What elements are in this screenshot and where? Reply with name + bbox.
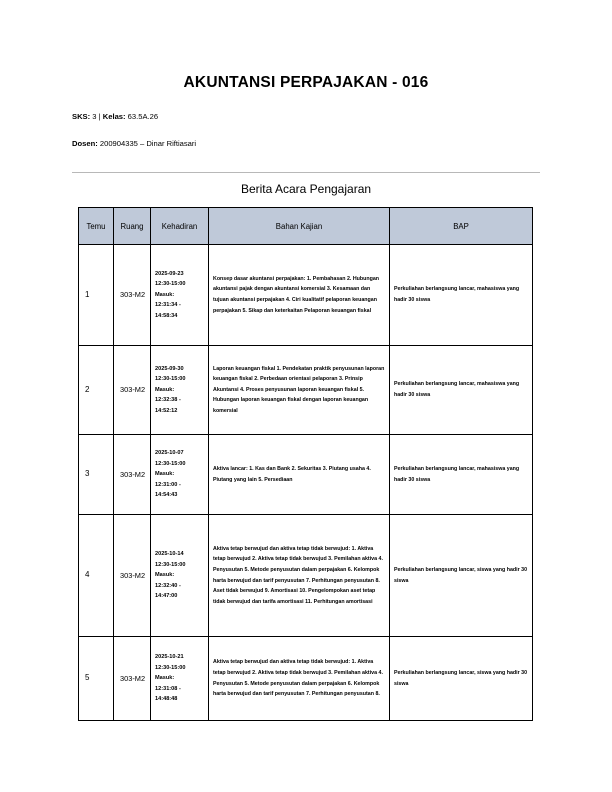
- bap-cell: Perkuliahan berlangsung lancar, mahasiswa yang hadir 30 siswa: [390, 346, 533, 435]
- sks-value: 3: [92, 112, 97, 121]
- kehadiran-cell: [151, 346, 209, 435]
- session-time: 12:30-15:00: [155, 376, 186, 383]
- table-header-row: [79, 208, 533, 245]
- header-temu: Temu: [79, 208, 114, 245]
- header-kehadiran: Kehadiran: [151, 208, 209, 245]
- bahan-kajian-cell: Laporan keuangan fiskal 1. Pendekatan praktik penyusunan laporan keuangan fiskal 2. Perbedaan orientasi pelaporan 3. Prinsip Akuntansi 4. Proses penyusunan laporan keuangan fiskal 5. Hubungan laporan keuangan fiskal dengan laporan keuangan komersial: [209, 346, 390, 435]
- temu-cell: 5: [79, 637, 114, 721]
- bahan-kajian-cell: Aktiva tetap berwujud dan aktiva tetap tidak berwujud: 1. Aktiva tetap berwujud 2. Aktiva tetap tidak berwujud 3. Pemilahan aktiva 4. Penyusutan 5. Metode penyusutan dalam perpajakan 6. Kelompok harta berwujud dan tarif penyusutan 7. Perhitungan penyusutan 8. Aset tidak berwujud 9. Amortisasi 10. Pengelompokan aset tetap tidak berwujud dan tarifa amortisasi 11. Perhitungan amortisasi: [209, 515, 390, 637]
- attendance-table: [78, 207, 533, 721]
- divider: [72, 172, 540, 173]
- meta-separator: |: [98, 112, 101, 121]
- sks-label: SKS:: [72, 112, 91, 121]
- ruang-cell: 303-M2: [114, 435, 151, 515]
- dosen-value: 200904335 – Dinar Riftiasari: [99, 139, 197, 148]
- session-date: 2025-10-14: [155, 551, 184, 558]
- kehadiran-cell: [151, 637, 209, 721]
- session-date: 2025-09-23: [155, 270, 184, 277]
- table-row: [79, 346, 533, 435]
- table-row: [79, 515, 533, 637]
- masuk-label: Masuk:: [155, 386, 175, 393]
- ruang-cell: 303-M2: [114, 346, 151, 435]
- header-ruang: Ruang: [114, 208, 151, 245]
- lecturer-meta: [72, 139, 196, 148]
- header-bahan-kajian: Bahan Kajian: [209, 208, 390, 245]
- keluar-time: 14:54:43: [155, 492, 178, 499]
- table-row: [79, 637, 533, 721]
- header-bap: BAP: [390, 208, 533, 245]
- kehadiran-cell: [151, 245, 209, 346]
- masuk-label: Masuk:: [155, 572, 175, 579]
- session-time: 12:30-15:00: [155, 460, 186, 467]
- session-date: 2025-09-30: [155, 365, 184, 372]
- keluar-time: 14:47:00: [155, 593, 178, 600]
- keluar-time: 14:48:48: [155, 696, 178, 703]
- session-time: 12:30-15:00: [155, 281, 186, 288]
- table-row: [79, 245, 533, 346]
- bahan-kajian-cell: Konsep dasar akuntansi perpajakan: 1. Pembahasan 2. Hubungan akuntansi pajak dengan akuntansi komersial 3. Kesamaan dan tujuan akuntansi perpajakan 4. Ciri kualitatif pelaporan keuangan perpajakan 5. Sikap dan keterkaitan Pelaporan keuangan fiskal: [209, 245, 390, 346]
- table-row: [79, 435, 533, 515]
- temu-cell: 4: [79, 515, 114, 637]
- masuk-time: 12:31:08 -: [155, 685, 181, 692]
- bap-cell: Perkuliahan berlangsung lancar, siswa yang hadir 30 siswa: [390, 637, 533, 721]
- masuk-time: 12:32:38 -: [155, 397, 181, 404]
- masuk-label: Masuk:: [155, 471, 175, 478]
- temu-cell: 3: [79, 435, 114, 515]
- kehadiran-cell: [151, 435, 209, 515]
- masuk-time: 12:31:34 -: [155, 302, 181, 309]
- bahan-kajian-cell: Aktiva lancar: 1. Kas dan Bank 2. Sekuritas 3. Piutang usaha 4. Piutang yang lain 5. Persediaan: [209, 435, 390, 515]
- section-title: Berita Acara Pengajaran: [240, 182, 372, 196]
- bahan-kajian-cell: Aktiva tetap berwujud dan aktiva tetap tidak berwujud: 1. Aktiva tetap berwujud 2. Aktiva tetap tidak berwujud 3. Pemilahan aktiva 4. Penyusutan 5. Metode penyusutan dalam perpajakan 6. Kelompok harta berwujud dan tarif penyusutan 7. Perhitungan penyusutan 8.: [209, 637, 390, 721]
- bap-cell: Perkuliahan berlangsung lancar, mahasiswa yang hadir 30 siswa: [390, 435, 533, 515]
- kehadiran-cell: [151, 515, 209, 637]
- course-meta: [72, 112, 158, 121]
- masuk-time: 12:31:00 -: [155, 481, 181, 488]
- session-date: 2025-10-07: [155, 450, 184, 457]
- kelas-value: 63.5A.26: [127, 112, 159, 121]
- masuk-label: Masuk:: [155, 291, 175, 298]
- temu-cell: 2: [79, 346, 114, 435]
- ruang-cell: 303-M2: [114, 515, 151, 637]
- session-date: 2025-10-21: [155, 654, 184, 661]
- keluar-time: 14:52:12: [155, 407, 178, 414]
- ruang-cell: 303-M2: [114, 245, 151, 346]
- dosen-label: Dosen:: [72, 139, 98, 148]
- ruang-cell: 303-M2: [114, 637, 151, 721]
- keluar-time: 14:58:34: [155, 312, 178, 319]
- kelas-label: Kelas:: [102, 112, 126, 121]
- bap-cell: Perkuliahan berlangsung lancar, mahasiswa yang hadir 30 siswa: [390, 245, 533, 346]
- bap-cell: Perkuliahan berlangsung lancar, siswa yang hadir 30 siswa: [390, 515, 533, 637]
- page-title: AKUNTANSI PERPAJAKAN - 016: [183, 74, 429, 91]
- session-time: 12:30-15:00: [155, 664, 186, 671]
- masuk-label: Masuk:: [155, 675, 175, 682]
- masuk-time: 12:32:40 -: [155, 582, 181, 589]
- temu-cell: 1: [79, 245, 114, 346]
- session-time: 12:30-15:00: [155, 561, 186, 568]
